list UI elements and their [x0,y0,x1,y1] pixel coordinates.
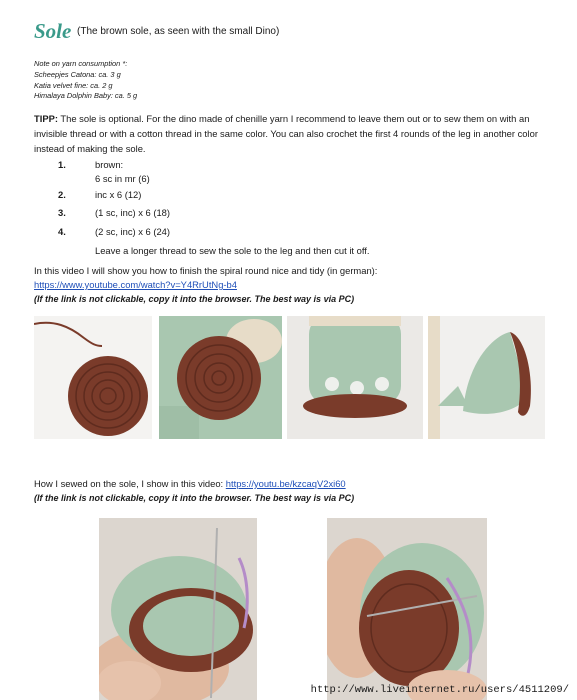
sole-flat-image [34,316,152,439]
photo-leg-angle [428,316,545,439]
step-number: 1. [58,159,66,170]
step-number: 2. [58,189,66,200]
step-text: (2 sc, inc) x 6 (24) [95,226,171,237]
yarn-note-line: Katia velvet fine: ca. 2 g [34,80,113,90]
yarn-note [34,59,137,102]
video-section-2 [34,477,564,505]
step-number: 4. [58,226,66,237]
photo-leg-side [287,316,423,439]
link-hint: (If the link is not clickable, copy it into the browser. The best way is via PC) [34,294,355,304]
sole-on-leg-image [159,316,282,439]
step-item [58,207,170,218]
video-intro-text: How I sewed on the sole, I show in this video: [34,478,224,489]
video-intro-text: In this video I will show you how to finish the spiral round nice and tidy (in german): [34,265,378,276]
yarn-note-heading: Note on yarn consumption *: [34,59,128,68]
step-number: 3. [58,207,66,218]
leg-side-image [287,316,423,439]
step-note: Leave a longer thread to sew the sole to the leg and then cut it off. [95,245,370,256]
link-hint: (If the link is not clickable, copy it into the browser. The best way is via PC) [34,493,355,503]
photo-flat-sole [34,316,152,439]
tipp-text: The sole is optional. For the dino made of chenille yarn I recommend to leave them out or to sew them on with an invisible thread or with a cotton thread in the same color. You can also crochet the first 4 rounds of the leg in another color instead of making the sole. [34,113,538,154]
page-title: Sole [34,19,72,43]
yarn-note-line: Himalaya Dolphin Baby: ca. 5 g [34,91,138,101]
tipp-label: TIPP: [34,113,58,124]
leg-angle-image [428,316,545,439]
step-text: brown: [95,159,124,170]
video-link[interactable]: https://www.youtube.com/watch?v=Y4RrUtNg-b4 [34,279,237,290]
step-item [58,189,141,200]
page-subtitle: (The brown sole, as seen with the small Dino) [77,26,280,37]
watermark: http://www.liveinternet.ru/users/4511209/ [310,684,569,696]
yarn-note-line: Scheepjes Catona: ca. 3 g [34,69,121,79]
step-item [58,226,170,237]
step-text: (1 sc, inc) x 6 (18) [95,207,171,218]
video-link[interactable]: https://youtu.be/kzcaqV2xi60 [225,478,346,489]
sewing-2-image [327,518,487,700]
photo-sewing-1 [99,518,257,700]
photo-sole-on-leg [159,316,282,439]
step-item [58,159,123,170]
step-text: inc x 6 (12) [95,189,142,200]
tipp-paragraph [34,111,554,156]
sewing-1-image [99,518,257,700]
photo-sewing-2 [327,518,487,700]
video-section-1 [34,264,564,306]
step-text-line: 6 sc in mr (6) [95,173,150,184]
